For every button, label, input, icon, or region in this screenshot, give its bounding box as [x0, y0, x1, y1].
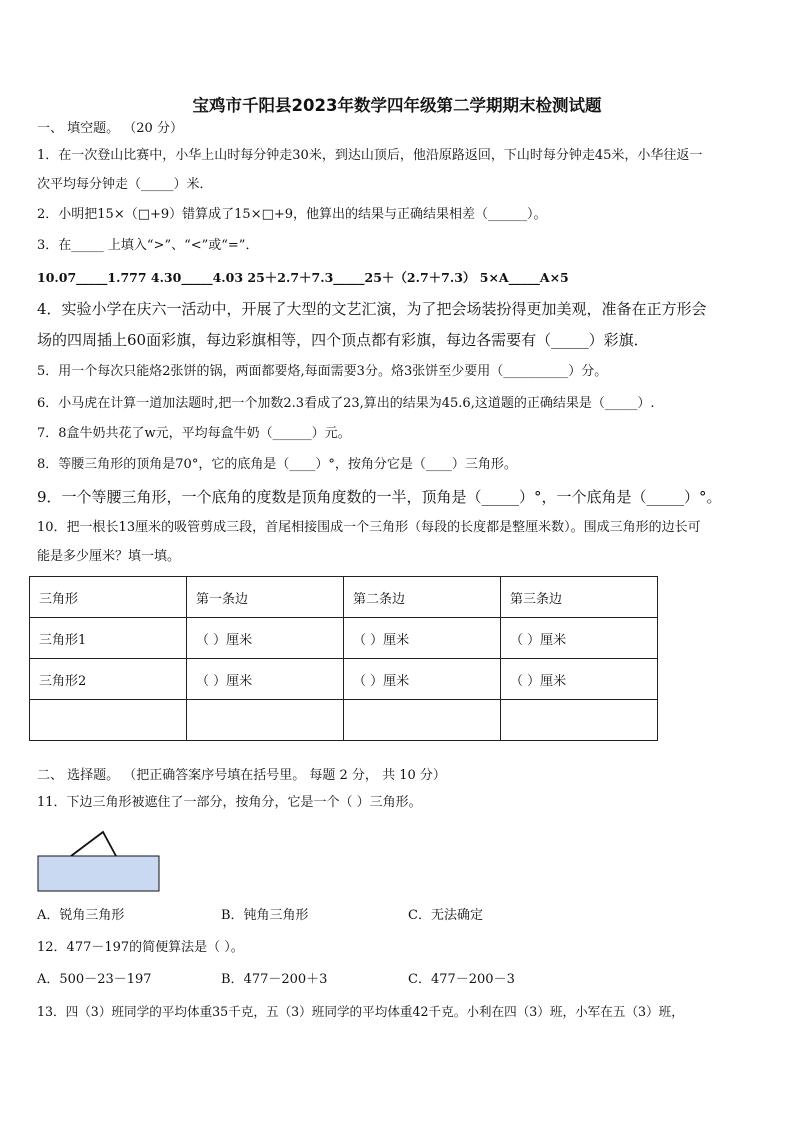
- question-2: 2．小明把15×（□+9）错算成了15×□+9，他算出的结果与正确结果相差（______）。: [37, 207, 547, 222]
- question-1-line-1: 1．在一次登山比赛中，小华上山时每分钟走30米，到达山顶后，他沿原路返回，下山时每分钟走45米，小华往返一: [37, 148, 703, 163]
- page-title: 宝鸡市千阳县2023年数学四年级第二学期期末检测试题: [192, 96, 602, 115]
- question-6: 6．小马虎在计算一道加法题时,把一个加数2.3看成了23,算出的结果为45.6,这道题的正确结果是（_____）.: [37, 396, 655, 411]
- question-4-line-2: 场的四周插上60面彩旗，每边彩旗相等，四个顶点都有彩旗，每边各需要有（_____）彩旗．: [37, 331, 649, 349]
- table-row: [30, 659, 658, 700]
- table-cell[interactable]: [187, 700, 344, 741]
- question-3: 3．在_____ 上填入“>”、“<”或“=”．: [37, 238, 259, 253]
- table-row: [30, 618, 658, 659]
- cover-rectangle: [38, 856, 159, 891]
- option-c[interactable]: C．477－200－3: [408, 972, 515, 987]
- question-12: 12．477－197的简便算法是（ ）。: [37, 940, 244, 955]
- table-cell[interactable]: [30, 700, 187, 741]
- table-header-cell: 第二条边: [344, 577, 501, 618]
- option-a[interactable]: A．500－23－197: [37, 972, 152, 987]
- question-10-line-1: 10．把一根长13厘米的吸管剪成三段，首尾相接围成一个三角形（每段的长度都是整厘米数）。围成三角形的边长可: [37, 520, 701, 535]
- question-7: 7．8盒牛奶共花了w元，平均每盒牛奶（______）元。: [37, 426, 351, 441]
- option-c[interactable]: C．无法确定: [408, 908, 483, 923]
- triangle-sides-table: [29, 576, 658, 741]
- question-4-line-1: 4．实验小学在庆六一活动中，开展了大型的文艺汇演，为了把会场装扮得更加美观，准备在正方形会: [37, 300, 707, 318]
- table-header-cell: 第三条边: [501, 577, 658, 618]
- question-10-line-2: 能是多少厘米？填一填。: [37, 549, 181, 564]
- triangle-visible-part: [71, 832, 116, 856]
- section-2-heading: 二、 选择题。 （把正确答案序号填在括号里。 每题 2 分， 共 10 分）: [37, 768, 446, 783]
- option-b[interactable]: B．钝角三角形: [221, 908, 309, 923]
- section-1-heading: 一、 填空题。 （20 分）: [37, 121, 183, 136]
- question-8: 8．等腰三角形的顶角是70°，它的底角是（____）°，按角分它是（____）三角形。: [37, 457, 517, 472]
- table-cell[interactable]: （ ）厘米: [187, 618, 344, 659]
- question-5: 5．用一个每次只能烙2张饼的锅，两面都要烙,每面需要3分。烙3张饼至少要用（__________）分。: [37, 364, 608, 379]
- question-3-items: 10.07_____1.777 4.30_____4.03 25＋2.7＋7.3_____25＋（2.7＋7.3） 5×A_____A×5: [37, 270, 569, 285]
- option-b[interactable]: B．477－200＋3: [221, 972, 328, 987]
- table-cell[interactable]: （ ）厘米: [501, 618, 658, 659]
- table-cell[interactable]: [344, 700, 501, 741]
- table-cell[interactable]: [501, 700, 658, 741]
- covered-triangle-figure: [37, 826, 161, 893]
- table-header-cell: 三角形: [30, 577, 187, 618]
- table-cell[interactable]: （ ）厘米: [344, 659, 501, 700]
- question-13-line-1: 13．四（3）班同学的平均体重35千克，五（3）班同学的平均体重42千克。小利在四（3）班，小军在五（3）班，: [37, 1004, 684, 1019]
- table-cell: 三角形2: [30, 659, 187, 700]
- table-cell: 三角形1: [30, 618, 187, 659]
- table-header-row: [30, 577, 658, 618]
- table-cell[interactable]: （ ）厘米: [344, 618, 501, 659]
- table-cell[interactable]: （ ）厘米: [501, 659, 658, 700]
- table-cell[interactable]: （ ）厘米: [187, 659, 344, 700]
- question-1-line-2: 次平均每分钟走（_____）米．: [37, 177, 213, 192]
- table-header-cell: 第一条边: [187, 577, 344, 618]
- question-11: 11．下边三角形被遮住了一部分，按角分，它是一个（ ）三角形。: [37, 795, 422, 810]
- option-a[interactable]: A．锐角三角形: [37, 908, 125, 923]
- question-9: 9．一个等腰三角形，一个底角的度数是顶角度数的一半，顶角是（_____）°，一个底角是（_____）°。: [37, 488, 722, 506]
- table-row: [30, 700, 658, 741]
